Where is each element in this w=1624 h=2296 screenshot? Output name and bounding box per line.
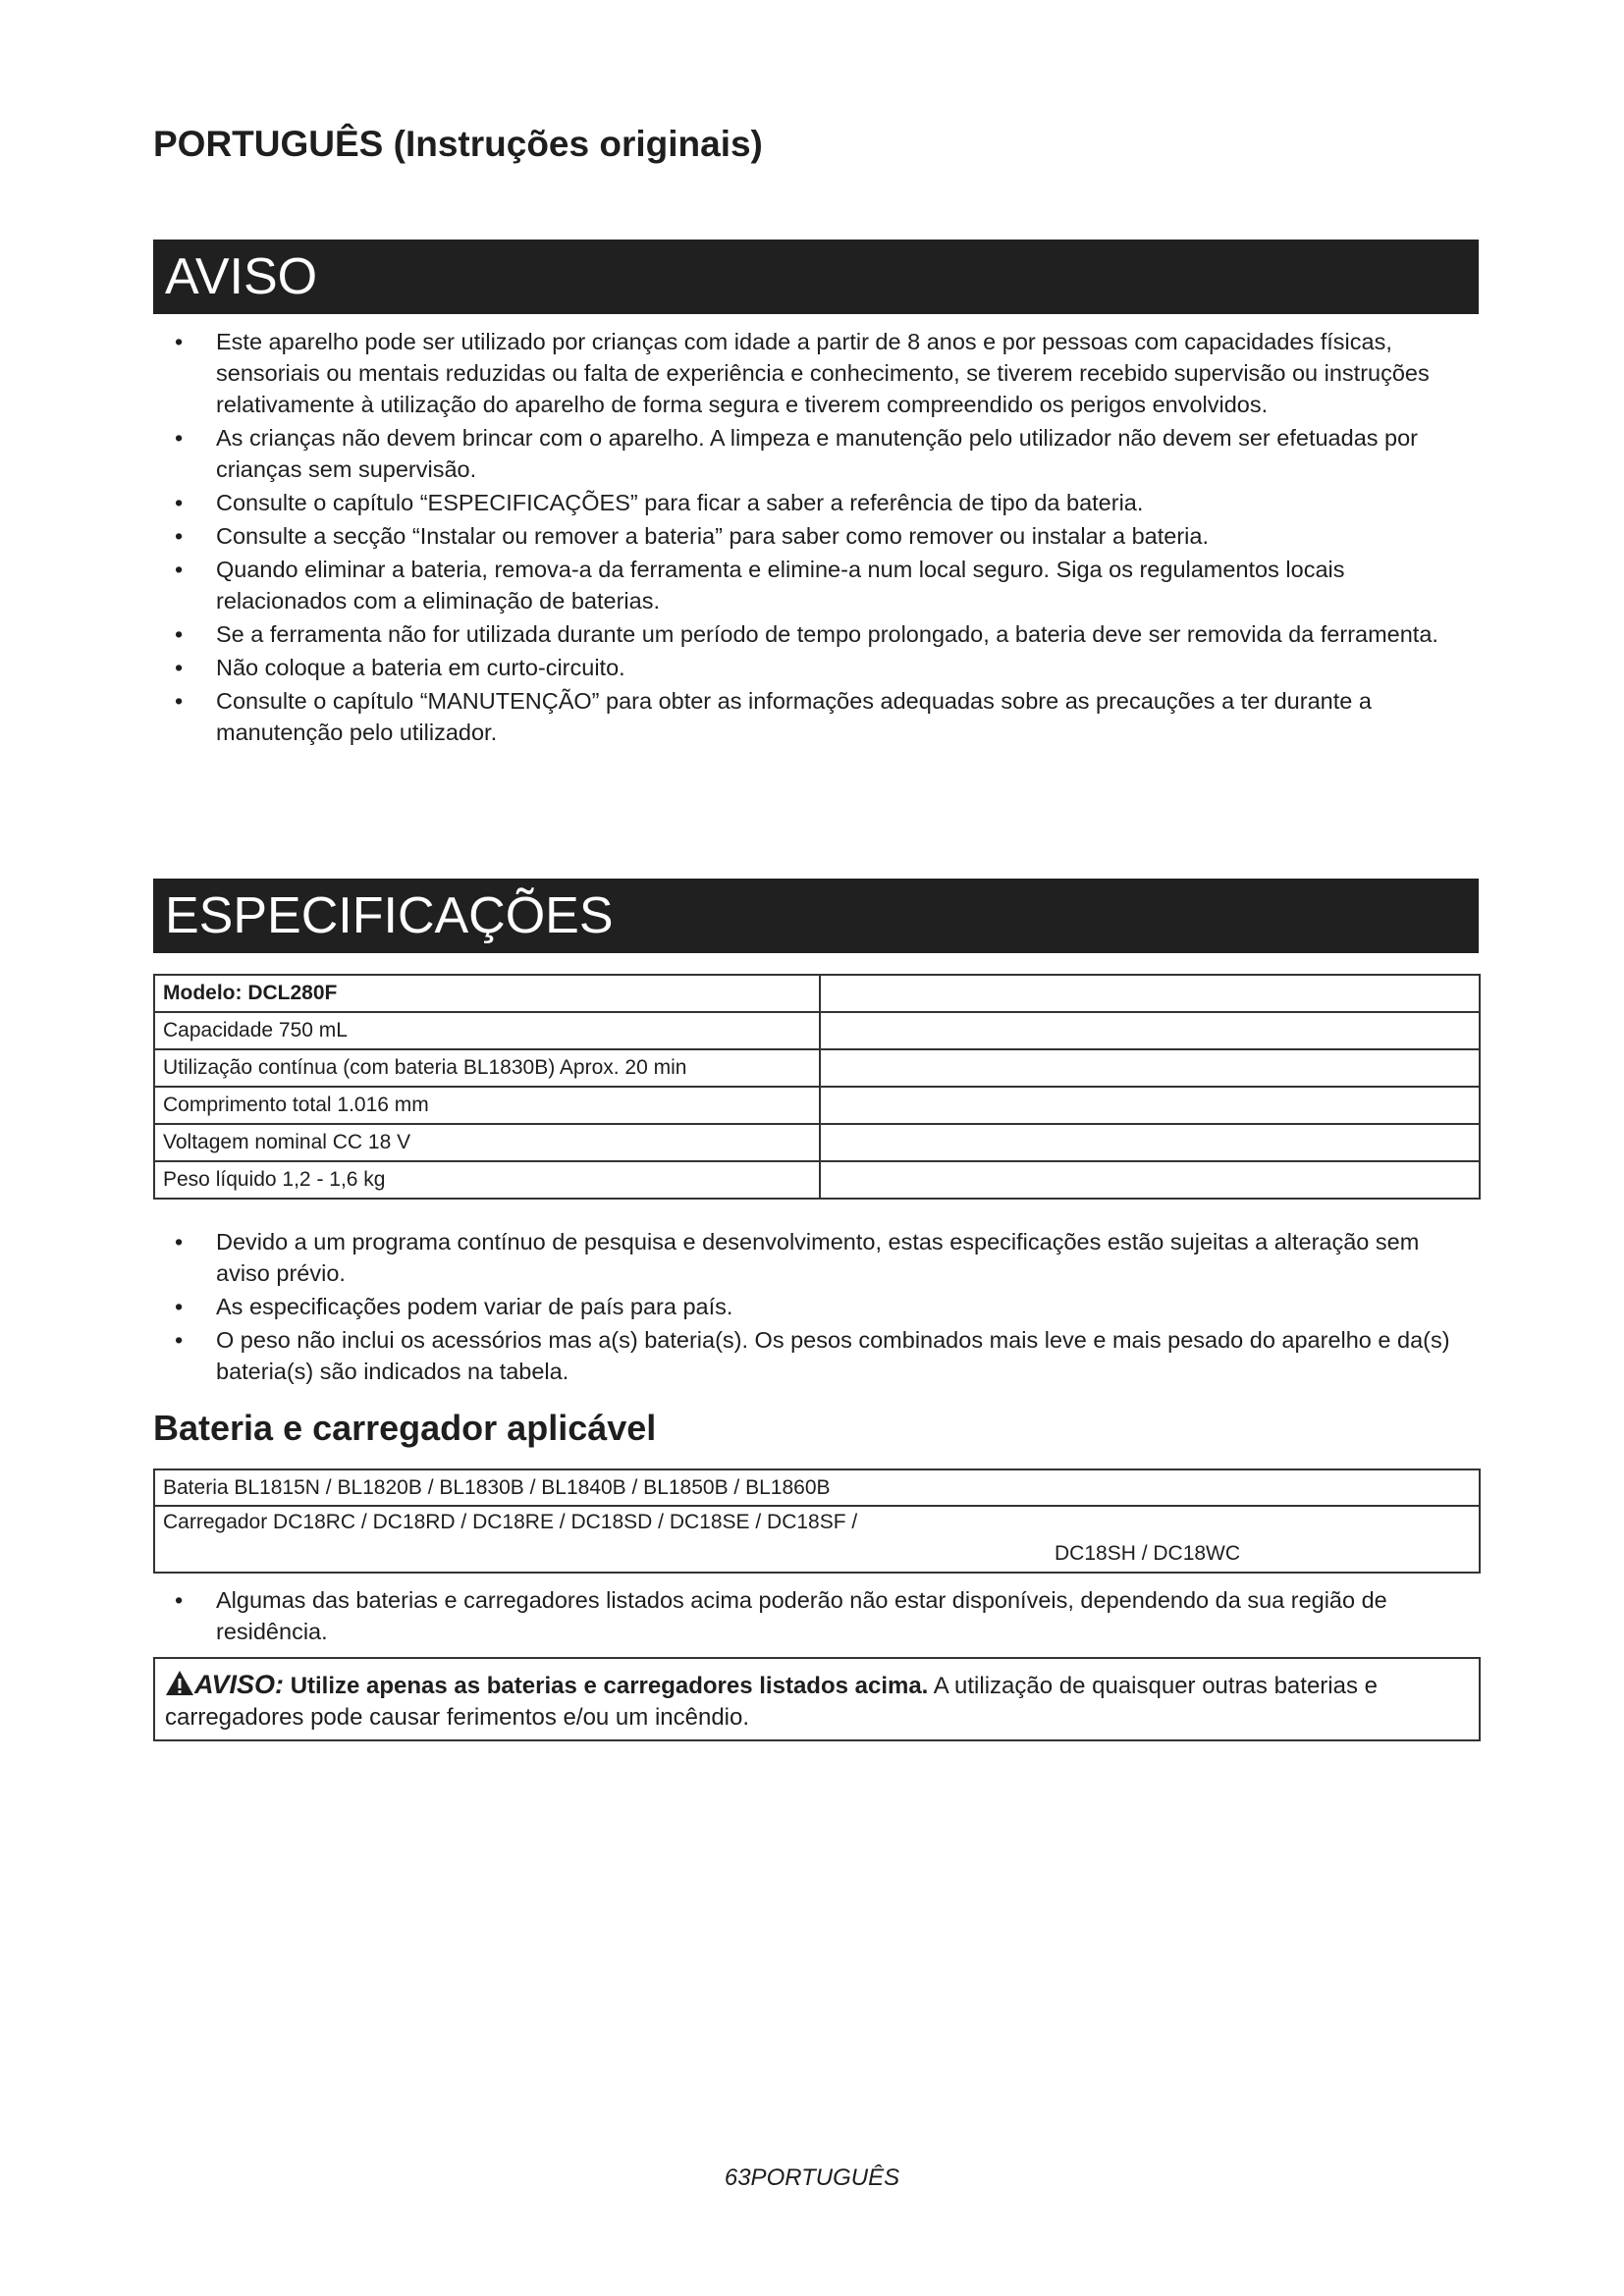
page-title: PORTUGUÊS (Instruções originais) [153, 124, 763, 164]
charger-line-1: Carregador DC18RC / DC18RD / DC18RE / DC18SD / DC18SE / DC18SF / [163, 1511, 858, 1533]
list-item: • Se a ferramenta não for utilizada durante um período de tempo prolongado, a bateria deve ser removida da ferramenta. [175, 621, 1438, 647]
table-cell: Modelo: DCL280F [154, 975, 820, 1012]
table-cell [154, 1506, 1480, 1573]
table-cell-empty [820, 1124, 1480, 1161]
aviso-list [153, 326, 1479, 750]
warning-box [153, 1657, 1481, 1741]
table-cell-empty [820, 1012, 1480, 1049]
battery-notes [153, 1584, 1479, 1649]
table-row [154, 1087, 1480, 1124]
aviso-banner: AVISO [153, 240, 1479, 314]
list-item: • Devido a um programa contínuo de pesquisa e desenvolvimento, estas especificações estão sujeitas a alteração sem aviso prévio. [175, 1229, 1420, 1286]
page-footer: 63PORTUGUÊS [724, 2164, 900, 2191]
list-item: • Quando eliminar a bateria, remova-a da ferramenta e elimine-a num local seguro. Siga os regulamentos locais relacionados com a eliminação de baterias. [175, 557, 1345, 614]
table-cell-empty [820, 975, 1480, 1012]
spec-notes [153, 1226, 1479, 1389]
list-item: • Consulte o capítulo “ESPECIFICAÇÕES” para ficar a saber a referência de tipo da bateria. [175, 490, 1144, 515]
list-item: • As especificações podem variar de país para país. [175, 1294, 733, 1319]
table-row [154, 1506, 1480, 1573]
table-row [154, 1012, 1480, 1049]
warning-label: AVISO: [194, 1670, 285, 1699]
table-row [154, 1049, 1480, 1087]
table-cell: Voltagem nominal CC 18 V [154, 1124, 820, 1161]
table-cell: Peso líquido 1,2 - 1,6 kg [154, 1161, 820, 1199]
list-item: • Este aparelho pode ser utilizado por crianças com idade a partir de 8 anos e por pessoas com capacidades físicas, sensoriais ou mentais reduzidas ou falta de experiência e conhecimento, se tiverem recebido supervisão ou instruções relativamente à utilização do aparelho de forma segura e tiverem compreendido os perigos envolvidos. [175, 329, 1430, 417]
list-item: • As crianças não devem brincar com o aparelho. A limpeza e manutenção pelo utilizador não devem ser efetuadas por crianças sem supervisão. [175, 425, 1419, 482]
especificacoes-banner: ESPECIFICAÇÕES [153, 879, 1479, 953]
warning-triangle-icon [165, 1670, 194, 1696]
charger-line-2: DC18SH / DC18WC [1055, 1542, 1241, 1565]
list-item: • Algumas das baterias e carregadores listados acima poderão não estar disponíveis, dependendo da sua região de residência. [175, 1587, 1387, 1644]
list-item: • Consulte a secção “Instalar ou remover a bateria” para saber como remover ou instalar a bateria. [175, 523, 1209, 549]
table-row [154, 1124, 1480, 1161]
table-cell: Bateria BL1815N / BL1820B / BL1830B / BL1840B / BL1850B / BL1860B [154, 1469, 1480, 1506]
table-cell-empty [820, 1161, 1480, 1199]
table-cell: Comprimento total 1.016 mm [154, 1087, 820, 1124]
list-item: • Consulte o capítulo “MANUTENÇÃO” para obter as informações adequadas sobre as precauções a ter durante a manutenção pelo utilizador. [175, 688, 1372, 745]
spec-table [153, 974, 1481, 1200]
table-cell: Utilização contínua (com bateria BL1830B) Aprox. 20 min [154, 1049, 820, 1087]
table-row [154, 1469, 1480, 1506]
warning-text: A utilização de quaisquer outras baterias e carregadores pode causar ferimentos e/ou um incêndio. [165, 1673, 1378, 1731]
table-row [154, 975, 1480, 1012]
list-item: • O peso não inclui os acessórios mas a(s) bateria(s). Os pesos combinados mais leve e mais pesado do aparelho e da(s) bateria(s) são indicados na tabela. [175, 1327, 1450, 1384]
table-cell-empty [820, 1087, 1480, 1124]
table-cell: Capacidade 750 mL [154, 1012, 820, 1049]
battery-table [153, 1468, 1481, 1574]
warning-bold-text: Utilize apenas as baterias e carregadores listados acima. [290, 1673, 929, 1699]
table-cell-empty [820, 1049, 1480, 1087]
table-row [154, 1161, 1480, 1199]
list-item: • Não coloque a bateria em curto-circuito. [175, 655, 625, 680]
bateria-heading: Bateria e carregador aplicável [153, 1408, 657, 1448]
